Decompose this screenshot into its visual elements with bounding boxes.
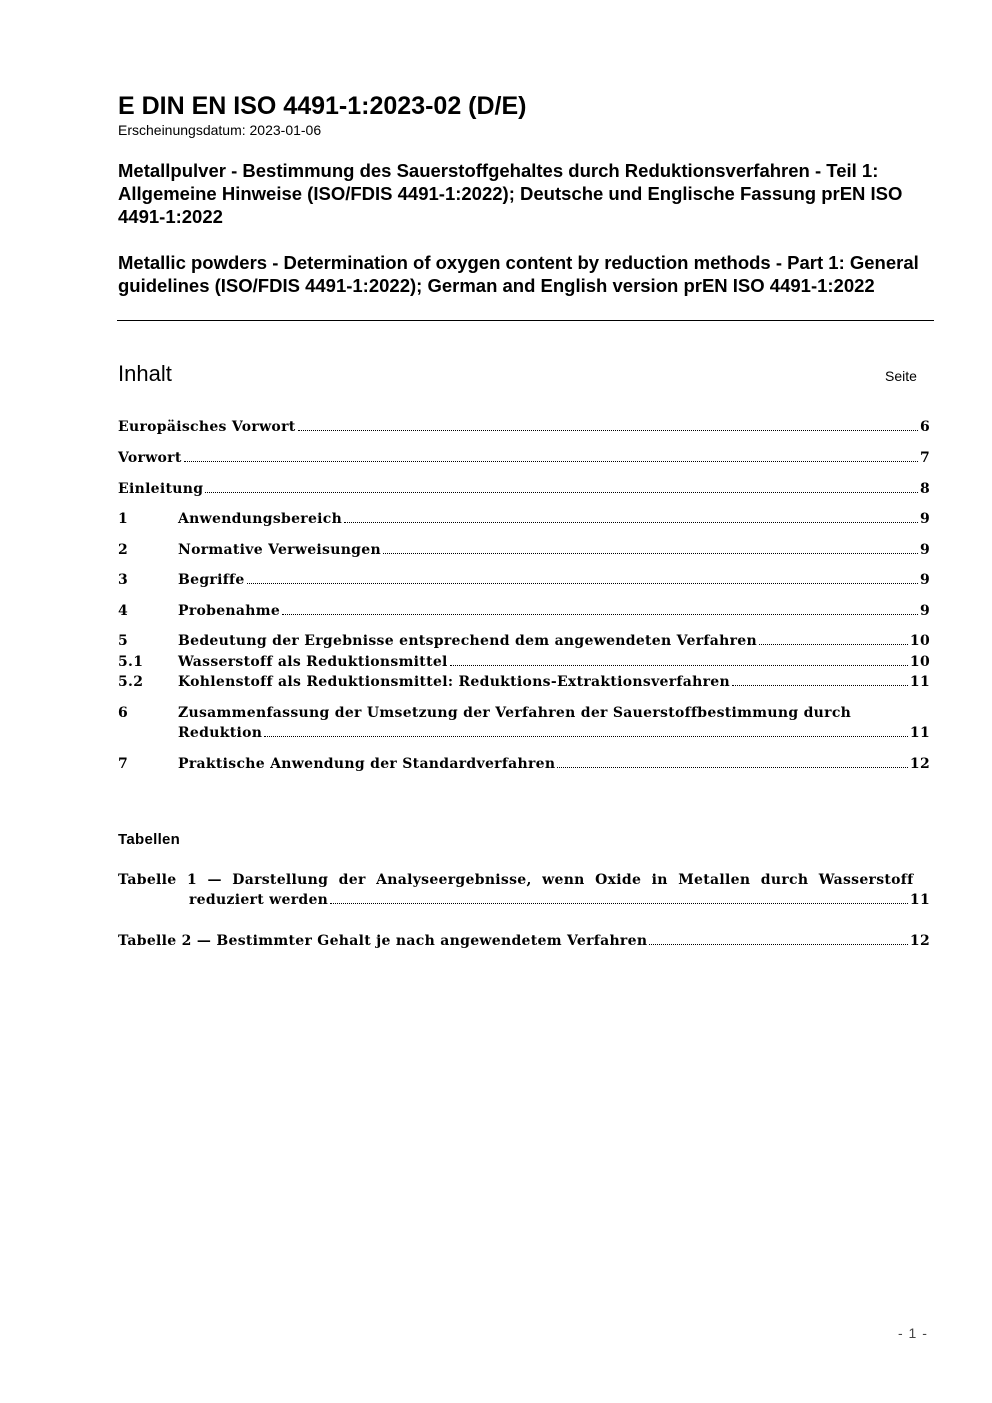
toc-entry-1[interactable] (118, 509, 930, 529)
toc-entry-label: Europäisches Vorwort (118, 419, 296, 435)
tables-heading: Tabellen (118, 831, 181, 848)
table-list-entry-1[interactable] (118, 870, 930, 910)
leader-dots (759, 644, 908, 645)
table-entry-label-line2: reduziert werden (189, 892, 329, 908)
toc-entry-label: Bedeutung der Ergebnisse entsprechend dem angewendeten Verfahren (178, 633, 757, 649)
toc-heading: Inhalt (118, 361, 172, 386)
toc-entry-5-1[interactable] (118, 652, 930, 672)
toc-entry-page: 9 (919, 572, 930, 588)
header-divider (117, 320, 934, 321)
toc-entry-label: Kohlenstoff als Reduktionsmittel: Reduktions-Extraktionsverfahren (178, 674, 730, 690)
toc-entry-number: 7 (118, 756, 129, 772)
toc-entry-vorwort[interactable] (118, 448, 930, 468)
table-entry-label-line1: Tabelle 1 — Darstellung der Analyseergebnisse, wenn Oxide in Metallen durch Wasserstoff (118, 872, 914, 888)
document-id: E DIN EN ISO 4491-1:2023-02 (D/E) (118, 92, 527, 120)
toc-entry-page: 9 (919, 603, 930, 619)
table-entry-page: 12 (909, 933, 930, 949)
toc-entry-page: 11 (909, 674, 930, 690)
toc-entry-number: 1 (118, 511, 129, 527)
toc-entry-number: 5.2 (118, 674, 144, 690)
toc-entry-page: 11 (909, 725, 930, 741)
toc-page-column-label: Seite (885, 368, 917, 384)
toc-entry-number: 5 (118, 633, 129, 649)
leader-dots (450, 665, 908, 666)
toc-entry-page: 10 (909, 633, 930, 649)
toc-entry-label: Anwendungsbereich (178, 511, 343, 527)
leader-dots (298, 430, 918, 431)
toc-entry-7[interactable] (118, 754, 930, 774)
toc-entry-page: 12 (909, 756, 930, 772)
leader-dots (205, 492, 918, 493)
toc-entry-number: 3 (118, 572, 129, 588)
leader-dots (383, 553, 918, 554)
toc-entry-number: 5.1 (118, 654, 144, 670)
leader-dots (344, 522, 918, 523)
toc-entry-5[interactable] (118, 631, 930, 651)
leader-dots (264, 736, 908, 737)
table-entry-label: Tabelle 2 — Bestimmter Gehalt je nach angewendetem Verfahren (118, 933, 648, 949)
leader-dots (330, 903, 908, 904)
table-list-entry-2[interactable] (118, 931, 930, 951)
toc-entry-4[interactable] (118, 601, 930, 621)
toc-entry-page: 8 (919, 481, 930, 497)
toc-entry-label-line1: Zusammenfassung der Umsetzung der Verfahren der Sauerstoffbestimmung durch (178, 705, 852, 721)
leader-dots (557, 767, 908, 768)
toc-entry-label-line2: Reduktion (178, 725, 263, 741)
publication-date: Erscheinungsdatum: 2023-01-06 (118, 122, 322, 138)
toc-entry-number: 2 (118, 542, 129, 558)
toc-entry-number: 6 (118, 705, 129, 721)
toc-entry-label: Begriffe (178, 572, 245, 588)
toc-entry-5-2[interactable] (118, 672, 930, 692)
toc-entry-label: Probenahme (178, 603, 281, 619)
leader-dots (184, 461, 918, 462)
toc-entry-label: Einleitung (118, 481, 204, 497)
toc-entry-europaeisches-vorwort[interactable] (118, 417, 930, 437)
title-german: Metallpulver - Bestimmung des Sauerstoffgehaltes durch Reduktionsverfahren - Teil 1: Allgemeine Hinweise (ISO/FDIS 4491-1:2022); Deutsche und Englische Fassung prEN ISO 4491-1:2022 (118, 160, 903, 227)
toc-entry-label: Normative Verweisungen (178, 542, 381, 558)
leader-dots (732, 685, 908, 686)
toc-entry-2[interactable] (118, 540, 930, 560)
toc-entry-page: 7 (919, 450, 930, 466)
leader-dots (649, 944, 908, 945)
toc-entry-page: 10 (909, 654, 930, 670)
toc-entry-page: 9 (919, 511, 930, 527)
toc-entry-3[interactable] (118, 570, 930, 590)
toc-entry-number: 4 (118, 603, 129, 619)
toc-entry-6[interactable] (118, 703, 930, 743)
page-number: - 1 - (898, 1325, 928, 1341)
toc-entry-label: Praktische Anwendung der Standardverfahren (178, 756, 556, 772)
toc-entry-label: Wasserstoff als Reduktionsmittel (178, 654, 448, 670)
toc-entry-page: 9 (919, 542, 930, 558)
leader-dots (282, 614, 918, 615)
toc-entry-label: Vorwort (118, 450, 182, 466)
toc-entry-einleitung[interactable] (118, 479, 930, 499)
table-entry-page: 11 (909, 892, 930, 908)
leader-dots (247, 583, 918, 584)
toc-entry-page: 6 (919, 419, 930, 435)
title-english: Metallic powders - Determination of oxygen content by reduction methods - Part 1: General guidelines (ISO/FDIS 4491-1:2022); German and English version prEN ISO 4491-1:2022 (118, 252, 919, 296)
